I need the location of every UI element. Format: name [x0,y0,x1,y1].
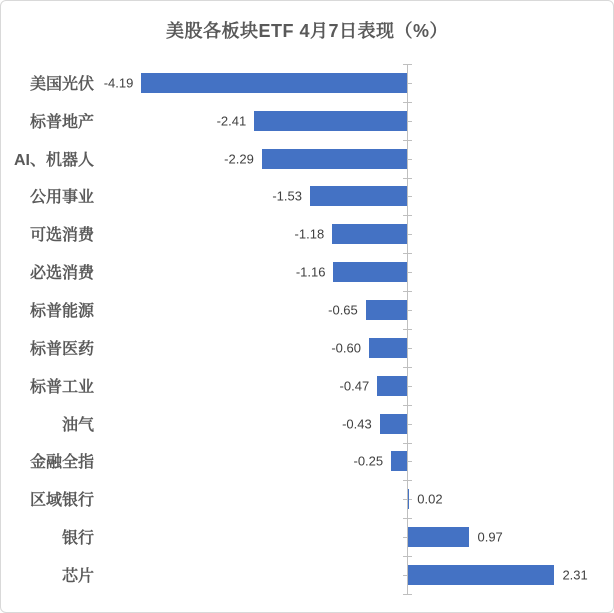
category-label-8: 标普医药 [29,340,94,358]
category-label-14: 芯片 [61,568,94,586]
axis-tick [403,367,412,368]
bar-4 [310,186,407,206]
axis-tick [403,594,412,595]
value-label-11: -0.25 [353,453,384,469]
value-label-8: -0.60 [331,340,361,356]
value-label-6: -1.16 [295,264,326,280]
bar-1 [141,73,407,93]
bar-8 [369,338,407,358]
category-label-9: 标普工业 [29,378,94,396]
value-label-7: -0.65 [328,302,358,318]
value-label-13: 0.97 [477,529,503,545]
axis-tick [403,480,412,481]
category-label-10: 油气 [61,416,94,434]
value-label-14: 2.31 [562,567,588,583]
bar-13 [408,527,469,547]
category-label-5: 可选消费 [29,227,94,245]
category-label-7: 标普能源 [29,303,94,321]
bar-12 [408,489,409,509]
value-label-5: -1.18 [294,226,325,242]
value-label-9: -0.47 [339,378,370,394]
value-label-2: -2.41 [216,113,247,129]
value-label-4: -1.53 [272,188,302,204]
bar-10 [380,414,407,434]
axis-tick [403,443,412,444]
axis-tick [403,253,412,254]
category-label-4: 公用事业 [29,189,94,207]
bar-11 [391,451,407,471]
category-label-12: 区域银行 [29,492,94,510]
bar-5 [332,224,407,244]
bar-2 [254,111,407,131]
bar-14 [408,565,554,585]
axis-tick [403,291,412,292]
bar-6 [333,262,407,282]
bar-9 [377,376,407,396]
value-label-1: -4.19 [103,75,134,91]
value-label-10: -0.43 [342,416,372,432]
category-label-11: 金融全指 [29,454,94,472]
value-label-3: -2.29 [224,151,254,167]
plot-area [1,1,613,612]
axis-tick [403,405,412,406]
axis-tick [403,64,412,65]
axis-tick [403,329,412,330]
axis-tick [403,556,412,557]
bar-3 [262,149,407,169]
category-label-3: AI、机器人 [13,151,94,169]
axis-tick [403,178,412,179]
category-label-6: 必选消费 [29,265,94,283]
bar-7 [366,300,407,320]
category-label-1: 美国光伏 [29,75,94,93]
axis-tick [403,102,412,103]
axis-tick [403,140,412,141]
value-label-12: 0.02 [417,491,443,507]
axis-tick [403,518,412,519]
category-label-13: 银行 [61,530,94,548]
category-label-2: 标普地产 [29,113,94,131]
chart-title: 美股各板块ETF 4月7日表现（%） [165,21,449,41]
axis-tick [403,215,412,216]
